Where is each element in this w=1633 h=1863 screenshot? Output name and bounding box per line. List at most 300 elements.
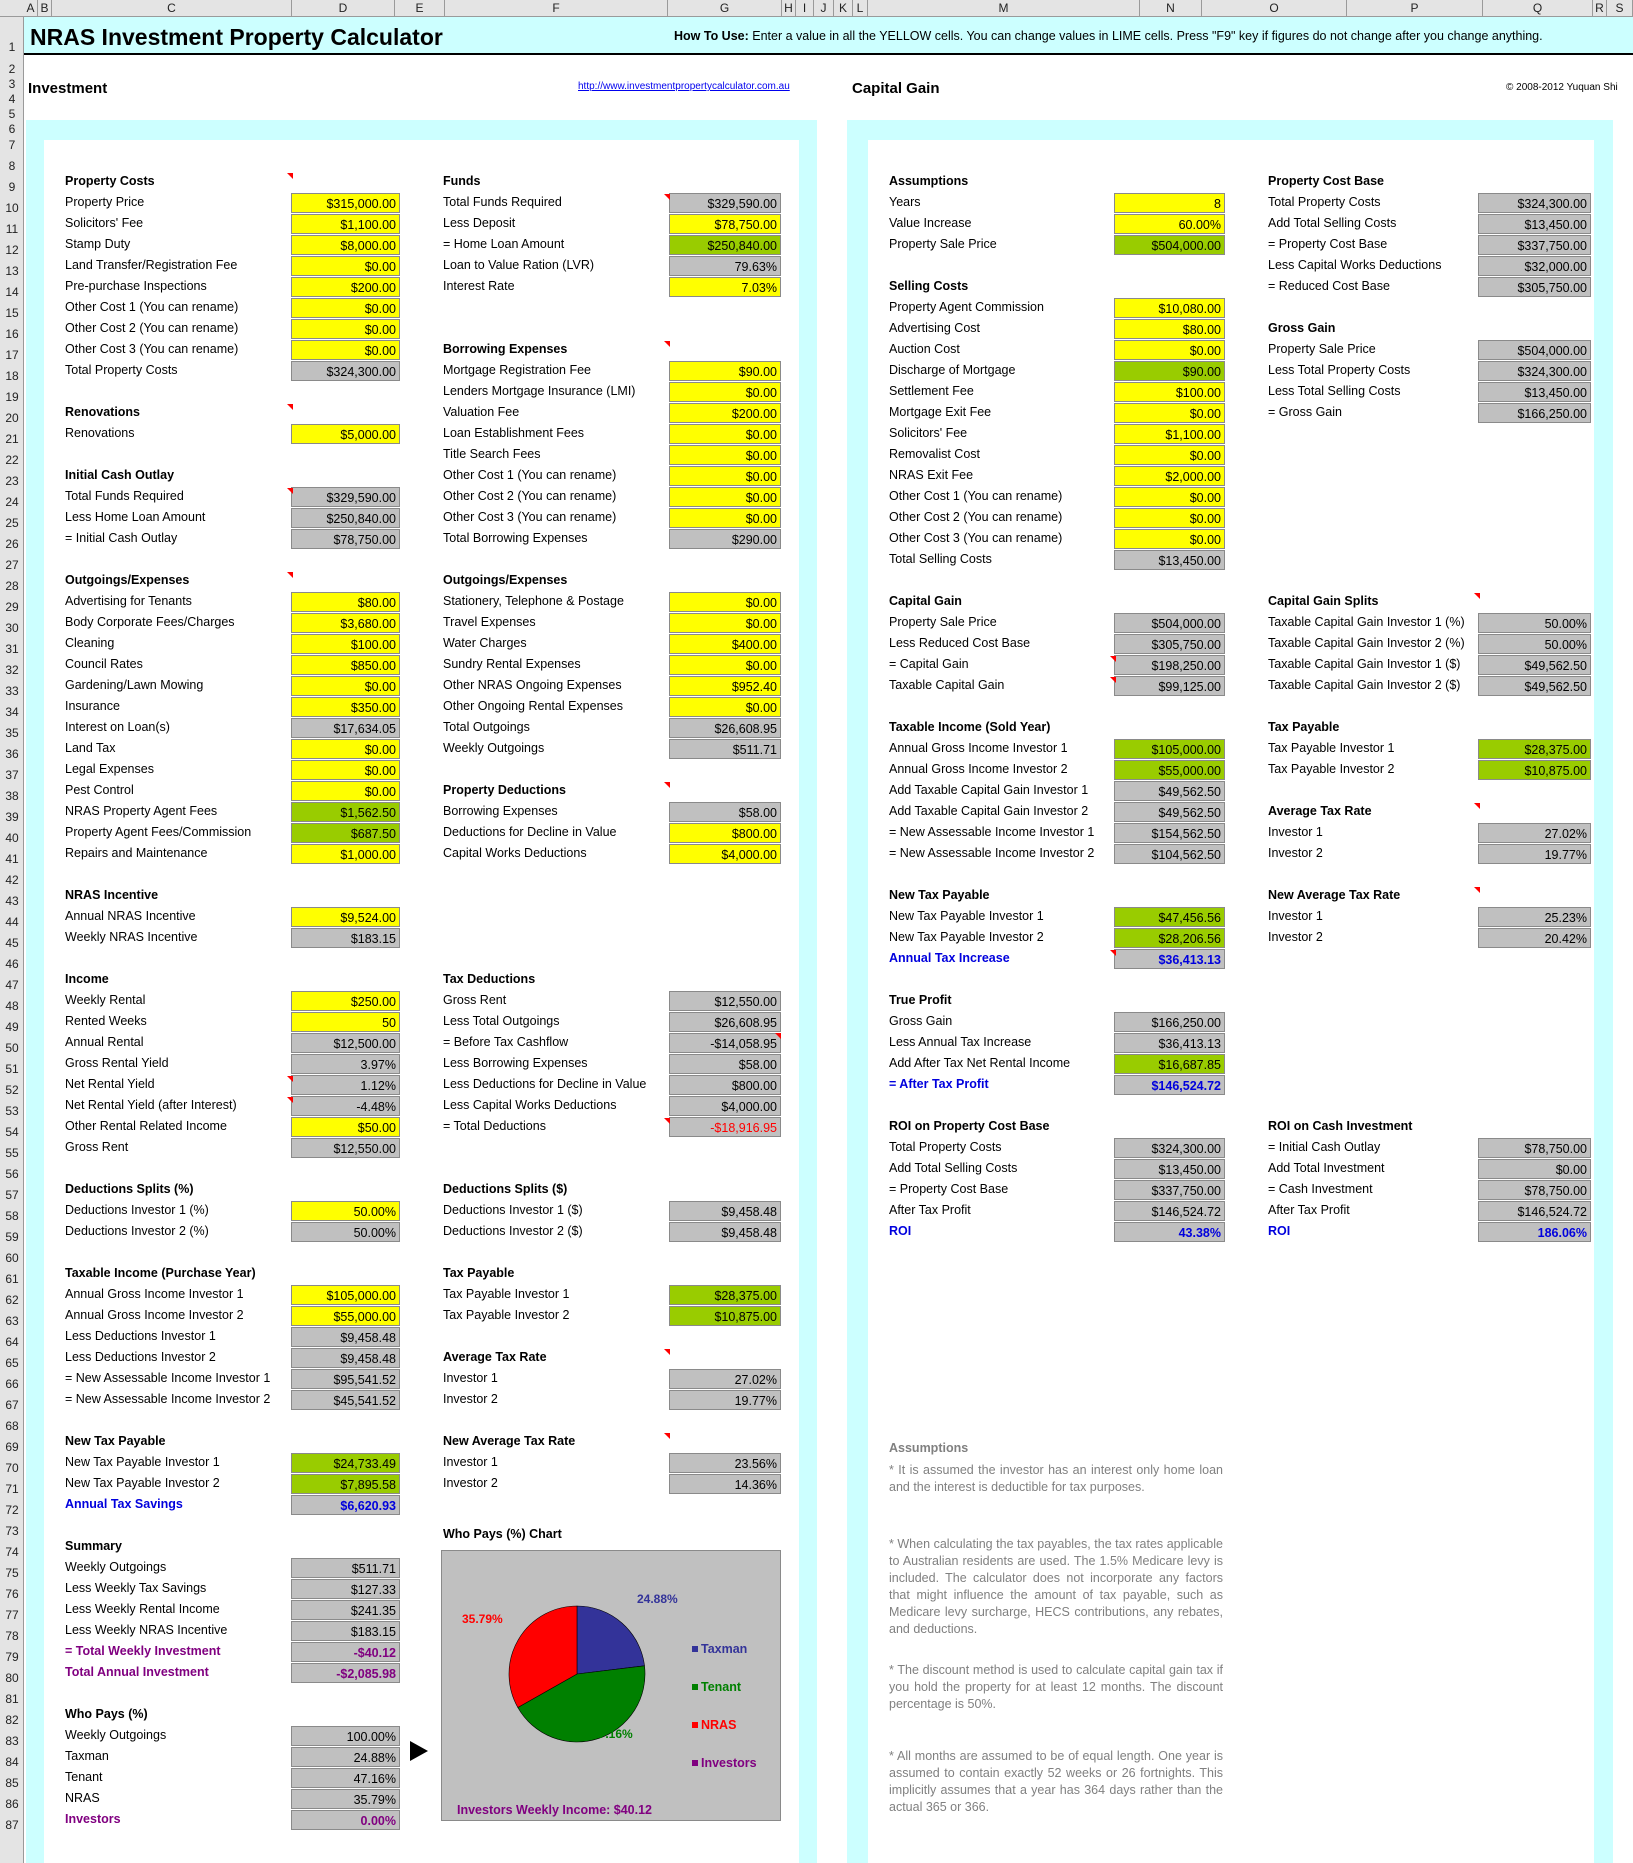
row-header[interactable]: 67 bbox=[5, 1398, 19, 1412]
row-header[interactable]: 22 bbox=[5, 453, 19, 467]
left-taxable_income-value[interactable]: $55,000.00 bbox=[291, 1306, 400, 1326]
row-header[interactable]: 10 bbox=[5, 201, 19, 215]
row-header[interactable]: 56 bbox=[5, 1167, 19, 1181]
row-header[interactable]: 1 bbox=[8, 40, 16, 54]
row-header[interactable]: 4 bbox=[8, 92, 16, 106]
far-avg_tax-title: Average Tax Rate bbox=[1268, 804, 1372, 818]
column-header-H[interactable]: H bbox=[782, 0, 796, 17]
row-header[interactable]: 37 bbox=[5, 768, 19, 782]
pie-label-tenant: 47.16% bbox=[592, 1727, 633, 1741]
row-header[interactable]: 11 bbox=[5, 222, 19, 236]
mid-tax_ded-value: -$14,058.95 bbox=[669, 1033, 781, 1053]
mid-tax_ded-value: $4,000.00 bbox=[669, 1096, 781, 1116]
left-property_costs-value[interactable]: $8,000.00 bbox=[291, 235, 400, 255]
row-header[interactable]: 39 bbox=[5, 810, 19, 824]
row-header[interactable]: 9 bbox=[8, 180, 16, 194]
right-selling-value[interactable]: $80.00 bbox=[1114, 319, 1225, 339]
left-outgoings-value[interactable]: $687.50 bbox=[291, 823, 400, 843]
left-outgoings-value[interactable]: $350.00 bbox=[291, 697, 400, 717]
right-selling-value[interactable]: $10,080.00 bbox=[1114, 298, 1225, 318]
row-header[interactable]: 36 bbox=[5, 747, 19, 761]
left-income-value[interactable]: $50.00 bbox=[291, 1117, 400, 1137]
comment-marker-icon[interactable] bbox=[1110, 677, 1116, 683]
row-header[interactable]: 65 bbox=[5, 1356, 19, 1370]
row-header[interactable]: 19 bbox=[5, 390, 19, 404]
right-selling-label: Removalist Cost bbox=[889, 447, 980, 461]
row-header[interactable]: 41 bbox=[5, 852, 19, 866]
comment-marker-icon[interactable] bbox=[664, 194, 670, 200]
mid-tax_payable-value[interactable]: $10,875.00 bbox=[669, 1306, 781, 1326]
right-selling-value[interactable]: $0.00 bbox=[1114, 340, 1225, 360]
left-property_costs-value[interactable]: $200.00 bbox=[291, 277, 400, 297]
row-header[interactable]: 35 bbox=[5, 726, 19, 740]
row-header[interactable]: 26 bbox=[5, 537, 19, 551]
row-header[interactable]: 61 bbox=[5, 1272, 19, 1286]
right-selling-value[interactable]: $2,000.00 bbox=[1114, 466, 1225, 486]
mid-borrowing-value[interactable]: $0.00 bbox=[669, 445, 781, 465]
left-property_costs-value[interactable]: $0.00 bbox=[291, 319, 400, 339]
left-outgoings-value[interactable]: $1,000.00 bbox=[291, 844, 400, 864]
mid-borrowing-value[interactable]: $0.00 bbox=[669, 508, 781, 528]
comment-marker-icon[interactable] bbox=[664, 782, 670, 788]
mid-ded_splits-label: Deductions Investor 1 ($) bbox=[443, 1203, 583, 1217]
row-header[interactable]: 28 bbox=[5, 579, 19, 593]
right-selling-value[interactable]: $90.00 bbox=[1114, 361, 1225, 381]
column-header-O[interactable]: O bbox=[1202, 0, 1347, 17]
mid-outgoings-value[interactable]: $400.00 bbox=[669, 634, 781, 654]
mid-borrowing-value[interactable]: $90.00 bbox=[669, 361, 781, 381]
comment-marker-icon[interactable] bbox=[287, 1076, 293, 1082]
row-header[interactable]: 66 bbox=[5, 1377, 19, 1391]
right-assumptions-value[interactable]: 8 bbox=[1114, 193, 1225, 213]
left-property_costs-label: Other Cost 3 (You can rename) bbox=[65, 342, 239, 356]
row-header[interactable]: 53 bbox=[5, 1104, 19, 1118]
row-header[interactable]: 47 bbox=[5, 978, 19, 992]
row-header-bar bbox=[0, 17, 24, 1863]
far-cg_splits-label: Taxable Capital Gain Investor 2 ($) bbox=[1268, 678, 1461, 692]
left-outgoings-value[interactable]: $0.00 bbox=[291, 781, 400, 801]
left-outgoings-value[interactable]: $0.00 bbox=[291, 739, 400, 759]
row-header[interactable]: 81 bbox=[5, 1692, 19, 1706]
row-header[interactable]: 52 bbox=[5, 1083, 19, 1097]
left-outgoings-value[interactable]: $80.00 bbox=[291, 592, 400, 612]
left-summary-value: -$2,085.98 bbox=[291, 1663, 400, 1683]
right-new_tax-value[interactable]: $28,206.56 bbox=[1114, 928, 1225, 948]
left-new_tax-value[interactable]: $24,733.49 bbox=[291, 1453, 400, 1473]
left-outgoings-value[interactable]: $1,562.50 bbox=[291, 802, 400, 822]
comment-marker-icon[interactable] bbox=[1474, 887, 1480, 893]
far-roi_cash-label: Add Total Investment bbox=[1268, 1161, 1385, 1175]
mid-new_avg-label: Investor 1 bbox=[443, 1455, 498, 1469]
row-header[interactable]: 49 bbox=[5, 1020, 19, 1034]
left-outgoings-value[interactable]: $100.00 bbox=[291, 634, 400, 654]
row-header[interactable]: 75 bbox=[5, 1566, 19, 1580]
right-capgain-label: Less Reduced Cost Base bbox=[889, 636, 1031, 650]
left-property_costs-value[interactable]: $0.00 bbox=[291, 340, 400, 360]
far-cg_splits-value: 50.00% bbox=[1478, 613, 1591, 633]
far-roi_cash-value: $78,750.00 bbox=[1478, 1180, 1591, 1200]
mid-borrowing-value[interactable]: $0.00 bbox=[669, 466, 781, 486]
row-header[interactable]: 73 bbox=[5, 1524, 19, 1538]
note-2: * When calculating the tax payables, the tax rates applicable to Australian residents are used. The 1.5% Medicare levy is included. The calculator does not incorporate any factors that might influence the amount of tax payable, such as Medicare levy surcharge, HECS contributions, any rebates, and deductions. bbox=[889, 1537, 1223, 1636]
column-header-N[interactable]: N bbox=[1140, 0, 1202, 17]
left-who_pays-value: 47.16% bbox=[291, 1768, 400, 1788]
right-selling-value[interactable]: $0.00 bbox=[1114, 445, 1225, 465]
right-new_tax-label: Annual Tax Increase bbox=[889, 951, 1010, 965]
column-header-G[interactable]: G bbox=[668, 0, 782, 17]
row-header[interactable]: 71 bbox=[5, 1482, 19, 1496]
right-capgain-value: $504,000.00 bbox=[1114, 613, 1225, 633]
mid-prop_ded-value: $58.00 bbox=[669, 802, 781, 822]
notes-title: Assumptions bbox=[889, 1441, 969, 1455]
column-header-A[interactable]: A bbox=[24, 0, 38, 17]
right-taxable_sold-value: $104,562.50 bbox=[1114, 844, 1225, 864]
right-selling-value[interactable]: $100.00 bbox=[1114, 382, 1225, 402]
left-taxable_income-label: Less Deductions Investor 2 bbox=[65, 1350, 216, 1364]
row-header[interactable]: 43 bbox=[5, 894, 19, 908]
right-selling-value[interactable]: $1,100.00 bbox=[1114, 424, 1225, 444]
row-header[interactable]: 44 bbox=[5, 915, 19, 929]
mid-borrowing-value[interactable]: $0.00 bbox=[669, 487, 781, 507]
row-header[interactable]: 69 bbox=[5, 1440, 19, 1454]
far-roi_cash-value: $146,524.72 bbox=[1478, 1201, 1591, 1221]
column-header-M[interactable]: M bbox=[868, 0, 1140, 17]
left-property_costs-value[interactable]: $1,100.00 bbox=[291, 214, 400, 234]
comment-marker-icon[interactable] bbox=[1110, 950, 1116, 956]
right-selling-label: NRAS Exit Fee bbox=[889, 468, 974, 482]
right-true_profit-value: $166,250.00 bbox=[1114, 1012, 1225, 1032]
comment-marker-icon[interactable] bbox=[287, 404, 293, 410]
row-header[interactable]: 29 bbox=[5, 600, 19, 614]
note-4: * All months are assumed to be of equal length. One year is assumed to contain exactly 52 weeks or 26 fortnights. This implicitly assumes that a year has 364 days rather than the actual 365 or 366. bbox=[889, 1749, 1223, 1814]
right-roi_base-label: After Tax Profit bbox=[889, 1203, 971, 1217]
left-outgoings-label: Council Rates bbox=[65, 657, 143, 671]
legend-swatch-taxman bbox=[692, 1646, 698, 1652]
row-header[interactable]: 46 bbox=[5, 957, 19, 971]
column-header-L[interactable]: L bbox=[853, 0, 868, 17]
row-header[interactable]: 7 bbox=[8, 138, 16, 152]
row-header[interactable]: 14 bbox=[5, 285, 19, 299]
column-header-Q[interactable]: Q bbox=[1483, 0, 1593, 17]
column-header-P[interactable]: P bbox=[1347, 0, 1483, 17]
left-taxable_income-value: $95,541.52 bbox=[291, 1369, 400, 1389]
row-header[interactable]: 50 bbox=[5, 1041, 19, 1055]
row-header[interactable]: 42 bbox=[5, 873, 19, 887]
far-cg_splits-value: $49,562.50 bbox=[1478, 676, 1591, 696]
far-cost_base-label: Total Property Costs bbox=[1268, 195, 1381, 209]
right-taxable_sold-value[interactable]: $55,000.00 bbox=[1114, 760, 1225, 780]
left-summary-label: Weekly Outgoings bbox=[65, 1560, 167, 1574]
row-header[interactable]: 6 bbox=[8, 122, 16, 136]
left-new_tax-value[interactable]: $7,895.58 bbox=[291, 1474, 400, 1494]
column-header-R[interactable]: R bbox=[1593, 0, 1607, 17]
row-header[interactable]: 83 bbox=[5, 1734, 19, 1748]
comment-marker-icon[interactable] bbox=[664, 1433, 670, 1439]
comment-marker-icon[interactable] bbox=[287, 488, 293, 494]
left-property_costs-value[interactable]: $315,000.00 bbox=[291, 193, 400, 213]
who-pays-chart bbox=[441, 1550, 781, 1821]
left-taxable_income-label: Annual Gross Income Investor 1 bbox=[65, 1287, 244, 1301]
right-roi_base-label: Add Total Selling Costs bbox=[889, 1161, 1018, 1175]
mid-borrowing-value[interactable]: $200.00 bbox=[669, 403, 781, 423]
mid-outgoings-value[interactable]: $0.00 bbox=[669, 655, 781, 675]
mid-borrowing-label: Loan Establishment Fees bbox=[443, 426, 585, 440]
legend-tenant: Tenant bbox=[701, 1680, 742, 1694]
pie-svg bbox=[442, 1551, 782, 1822]
mid-tax_ded-label: = Total Deductions bbox=[443, 1119, 546, 1133]
column-header-F[interactable]: F bbox=[445, 0, 668, 17]
mid-funds-value[interactable]: $78,750.00 bbox=[669, 214, 781, 234]
left-who_pays-label: Investors bbox=[65, 1812, 121, 1826]
row-header[interactable]: 82 bbox=[5, 1713, 19, 1727]
right-new_tax-title: New Tax Payable bbox=[889, 888, 990, 902]
mid-funds-value[interactable]: 7.03% bbox=[669, 277, 781, 297]
row-header[interactable]: 84 bbox=[5, 1755, 19, 1769]
left-nras-label: Weekly NRAS Incentive bbox=[65, 930, 198, 944]
comment-marker-icon[interactable] bbox=[775, 1033, 781, 1039]
left-taxable_income-value[interactable]: $105,000.00 bbox=[291, 1285, 400, 1305]
mid-new_avg-label: Investor 2 bbox=[443, 1476, 498, 1490]
right-capgain-value: $305,750.00 bbox=[1114, 634, 1225, 654]
row-header[interactable]: 77 bbox=[5, 1608, 19, 1622]
mid-tax_payable-label: Tax Payable Investor 1 bbox=[443, 1287, 570, 1301]
row-header[interactable]: 20 bbox=[5, 411, 19, 425]
row-header[interactable]: 3 bbox=[8, 77, 16, 91]
row-header[interactable]: 78 bbox=[5, 1629, 19, 1643]
row-header[interactable]: 74 bbox=[5, 1545, 19, 1559]
mid-outgoings-label: Other Ongoing Rental Expenses bbox=[443, 699, 623, 713]
right-selling-value[interactable]: $0.00 bbox=[1114, 403, 1225, 423]
left-nras-label: Annual NRAS Incentive bbox=[65, 909, 196, 923]
mid-avg_tax-label: Investor 1 bbox=[443, 1371, 498, 1385]
left-outgoings-value[interactable]: $850.00 bbox=[291, 655, 400, 675]
right-assumptions-label: Value Increase bbox=[889, 216, 972, 230]
far-cost_base-value: $32,000.00 bbox=[1478, 256, 1591, 276]
left-property_costs-value[interactable]: $0.00 bbox=[291, 298, 400, 318]
left-who_pays-value: 24.88% bbox=[291, 1747, 400, 1767]
comment-marker-icon[interactable] bbox=[1110, 656, 1116, 662]
left-income-value: -4.48% bbox=[291, 1096, 400, 1116]
left-initial_cash-label: Total Funds Required bbox=[65, 489, 184, 503]
right-true_profit-label: = After Tax Profit bbox=[889, 1077, 989, 1091]
column-header-I[interactable]: I bbox=[796, 0, 814, 17]
left-outgoings-value: $17,634.05 bbox=[291, 718, 400, 738]
right-new_tax-value[interactable]: $47,456.56 bbox=[1114, 907, 1225, 927]
row-header[interactable]: 13 bbox=[5, 264, 19, 278]
left-renovations-value[interactable]: $5,000.00 bbox=[291, 424, 400, 444]
row-header[interactable]: 38 bbox=[5, 789, 19, 803]
row-header[interactable]: 21 bbox=[5, 432, 19, 446]
row-header[interactable]: 16 bbox=[5, 327, 19, 341]
left-summary-label: = Total Weekly Investment bbox=[65, 1644, 221, 1658]
right-taxable_sold-value[interactable]: $105,000.00 bbox=[1114, 739, 1225, 759]
right-roi_base-label: Total Property Costs bbox=[889, 1140, 1002, 1154]
website-link[interactable]: http://www.investmentpropertycalculator.com.au bbox=[578, 81, 790, 92]
mid-outgoings-value[interactable]: $0.00 bbox=[669, 592, 781, 612]
row-header[interactable]: 8 bbox=[8, 159, 16, 173]
far-avg_tax-value: 19.77% bbox=[1478, 844, 1591, 864]
right-new_tax-value: $36,413.13 bbox=[1114, 949, 1225, 969]
row-header[interactable]: 34 bbox=[5, 705, 19, 719]
right-assumptions-value[interactable]: 60.00% bbox=[1114, 214, 1225, 234]
right-selling-value: $13,450.00 bbox=[1114, 550, 1225, 570]
mid-outgoings-value[interactable]: $952.40 bbox=[669, 676, 781, 696]
row-header[interactable]: 5 bbox=[8, 107, 16, 121]
row-header[interactable]: 57 bbox=[5, 1188, 19, 1202]
left-property_costs-value[interactable]: $0.00 bbox=[291, 256, 400, 276]
row-header[interactable]: 55 bbox=[5, 1146, 19, 1160]
mid-outgoings-label: Sundry Rental Expenses bbox=[443, 657, 581, 671]
mid-ded_splits-value: $9,458.48 bbox=[669, 1201, 781, 1221]
mid-funds-value[interactable]: $250,840.00 bbox=[669, 235, 781, 255]
row-header[interactable]: 2 bbox=[8, 62, 16, 76]
right-roi_base-label: = Property Cost Base bbox=[889, 1182, 1009, 1196]
right-selling-value[interactable]: $0.00 bbox=[1114, 529, 1225, 549]
pie-slice-taxman bbox=[577, 1606, 645, 1674]
left-income-value: 3.97% bbox=[291, 1054, 400, 1074]
column-header-K[interactable]: K bbox=[834, 0, 853, 17]
mid-tax_payable-label: Tax Payable Investor 2 bbox=[443, 1308, 570, 1322]
left-outgoings-value[interactable]: $3,680.00 bbox=[291, 613, 400, 633]
comment-marker-icon[interactable] bbox=[287, 572, 293, 578]
mid-ded_splits-label: Deductions Investor 2 ($) bbox=[443, 1224, 583, 1238]
left-income-label: Other Rental Related Income bbox=[65, 1119, 227, 1133]
mid-outgoings-value[interactable]: $0.00 bbox=[669, 613, 781, 633]
far-gross_gain-value: $13,450.00 bbox=[1478, 382, 1591, 402]
comment-marker-icon[interactable] bbox=[287, 173, 293, 179]
row-header[interactable]: 51 bbox=[5, 1062, 19, 1076]
row-header[interactable]: 79 bbox=[5, 1650, 19, 1664]
left-income-value[interactable]: 50 bbox=[291, 1012, 400, 1032]
row-header[interactable]: 15 bbox=[5, 306, 19, 320]
mid-tax_ded-value: $12,550.00 bbox=[669, 991, 781, 1011]
column-header-D[interactable]: D bbox=[292, 0, 395, 17]
row-header[interactable]: 72 bbox=[5, 1503, 19, 1517]
row-header[interactable]: 23 bbox=[5, 474, 19, 488]
right-assumptions-value[interactable]: $504,000.00 bbox=[1114, 235, 1225, 255]
row-header[interactable]: 76 bbox=[5, 1587, 19, 1601]
right-true_profit-title: True Profit bbox=[889, 993, 952, 1007]
mid-prop_ded-value[interactable]: $4,000.00 bbox=[669, 844, 781, 864]
row-header[interactable]: 24 bbox=[5, 495, 19, 509]
left-new_tax-label: New Tax Payable Investor 2 bbox=[65, 1476, 220, 1490]
mid-funds-title: Funds bbox=[443, 174, 481, 188]
mid-outgoings-value: $26,608.95 bbox=[669, 718, 781, 738]
left-who_pays-value: 0.00% bbox=[291, 1810, 400, 1830]
mid-tax_payable-value[interactable]: $28,375.00 bbox=[669, 1285, 781, 1305]
comment-marker-icon[interactable] bbox=[664, 341, 670, 347]
right-roi_base-value: $146,524.72 bbox=[1114, 1201, 1225, 1221]
left-outgoings-label: Gardening/Lawn Mowing bbox=[65, 678, 204, 692]
far-tax_payable-value[interactable]: $28,375.00 bbox=[1478, 739, 1591, 759]
mid-borrowing-label: Other Cost 3 (You can rename) bbox=[443, 510, 617, 524]
row-header[interactable]: 27 bbox=[5, 558, 19, 572]
mid-funds-value: 79.63% bbox=[669, 256, 781, 276]
comment-marker-icon[interactable] bbox=[664, 1118, 670, 1124]
row-header[interactable]: 62 bbox=[5, 1293, 19, 1307]
mid-prop_ded-value[interactable]: $800.00 bbox=[669, 823, 781, 843]
row-header[interactable]: 58 bbox=[5, 1209, 19, 1223]
column-header-C[interactable]: C bbox=[52, 0, 292, 17]
mid-avg_tax-title: Average Tax Rate bbox=[443, 1350, 547, 1364]
row-header[interactable]: 68 bbox=[5, 1419, 19, 1433]
left-nras-value[interactable]: $9,524.00 bbox=[291, 907, 400, 927]
column-header-S[interactable]: S bbox=[1607, 0, 1633, 17]
row-header[interactable]: 48 bbox=[5, 999, 19, 1013]
row-header[interactable]: 18 bbox=[5, 369, 19, 383]
row-header[interactable]: 60 bbox=[5, 1251, 19, 1265]
row-header[interactable]: 31 bbox=[5, 642, 19, 656]
row-header[interactable]: 80 bbox=[5, 1671, 19, 1685]
row-header[interactable]: 86 bbox=[5, 1797, 19, 1811]
left-outgoings-label: Property Agent Fees/Commission bbox=[65, 825, 252, 839]
left-renovations-label: Renovations bbox=[65, 426, 135, 440]
comment-marker-icon[interactable] bbox=[664, 1349, 670, 1355]
left-income-value: 1.12% bbox=[291, 1075, 400, 1095]
left-income-value[interactable]: $250.00 bbox=[291, 991, 400, 1011]
left-outgoings-value[interactable]: $0.00 bbox=[291, 676, 400, 696]
mid-borrowing-value[interactable]: $0.00 bbox=[669, 382, 781, 402]
far-roi_cash-label: = Cash Investment bbox=[1268, 1182, 1373, 1196]
column-header-J[interactable]: J bbox=[814, 0, 834, 17]
right-roi_base-value: $13,450.00 bbox=[1114, 1159, 1225, 1179]
row-header[interactable]: 40 bbox=[5, 831, 19, 845]
row-header[interactable]: 85 bbox=[5, 1776, 19, 1790]
far-roi_cash-value: 186.06% bbox=[1478, 1222, 1591, 1242]
left-initial_cash-value: $329,590.00 bbox=[291, 487, 400, 507]
row-header[interactable]: 45 bbox=[5, 936, 19, 950]
row-header[interactable]: 64 bbox=[5, 1335, 19, 1349]
comment-marker-icon[interactable] bbox=[1474, 593, 1480, 599]
row-header[interactable]: 32 bbox=[5, 663, 19, 677]
mid-outgoings-value[interactable]: $0.00 bbox=[669, 697, 781, 717]
left-taxable_income-label: = New Assessable Income Investor 2 bbox=[65, 1392, 271, 1406]
right-selling-value[interactable]: $0.00 bbox=[1114, 508, 1225, 528]
left-outgoings-value[interactable]: $0.00 bbox=[291, 760, 400, 780]
far-tax_payable-value[interactable]: $10,875.00 bbox=[1478, 760, 1591, 780]
comment-marker-icon[interactable] bbox=[287, 1097, 293, 1103]
left-summary-label: Total Annual Investment bbox=[65, 1665, 209, 1679]
row-header[interactable]: 30 bbox=[5, 621, 19, 635]
column-header-B[interactable]: B bbox=[38, 0, 52, 17]
mid-ded_splits-title: Deductions Splits ($) bbox=[443, 1182, 568, 1196]
mid-borrowing-value[interactable]: $0.00 bbox=[669, 424, 781, 444]
far-cg_splits-label: Taxable Capital Gain Investor 1 ($) bbox=[1268, 657, 1461, 671]
chart-heading: Who Pays (%) Chart bbox=[443, 1527, 562, 1541]
row-header[interactable]: 63 bbox=[5, 1314, 19, 1328]
mid-avg_tax-value: 27.02% bbox=[669, 1369, 781, 1389]
pie-label-nras: 35.79% bbox=[462, 1612, 503, 1626]
row-header[interactable]: 12 bbox=[5, 243, 19, 257]
row-header[interactable]: 87 bbox=[5, 1818, 19, 1832]
row-header[interactable]: 70 bbox=[5, 1461, 19, 1475]
row-header[interactable]: 25 bbox=[5, 516, 19, 530]
left-nras-title: NRAS Incentive bbox=[65, 888, 159, 902]
row-header[interactable]: 33 bbox=[5, 684, 19, 698]
right-true_profit-value[interactable]: $16,687.85 bbox=[1114, 1054, 1225, 1074]
row-header[interactable]: 54 bbox=[5, 1125, 19, 1139]
mid-outgoings-label: Water Charges bbox=[443, 636, 527, 650]
left-initial_cash-value: $78,750.00 bbox=[291, 529, 400, 549]
row-header[interactable]: 59 bbox=[5, 1230, 19, 1244]
column-header-E[interactable]: E bbox=[395, 0, 445, 17]
right-selling-value[interactable]: $0.00 bbox=[1114, 487, 1225, 507]
row-header[interactable]: 17 bbox=[5, 348, 19, 362]
far-gross_gain-title: Gross Gain bbox=[1268, 321, 1336, 335]
left-ded_splits_pct-value[interactable]: 50.00% bbox=[291, 1201, 400, 1221]
right-true_profit-value: $146,524.72 bbox=[1114, 1075, 1225, 1095]
comment-marker-icon[interactable] bbox=[1474, 803, 1480, 809]
